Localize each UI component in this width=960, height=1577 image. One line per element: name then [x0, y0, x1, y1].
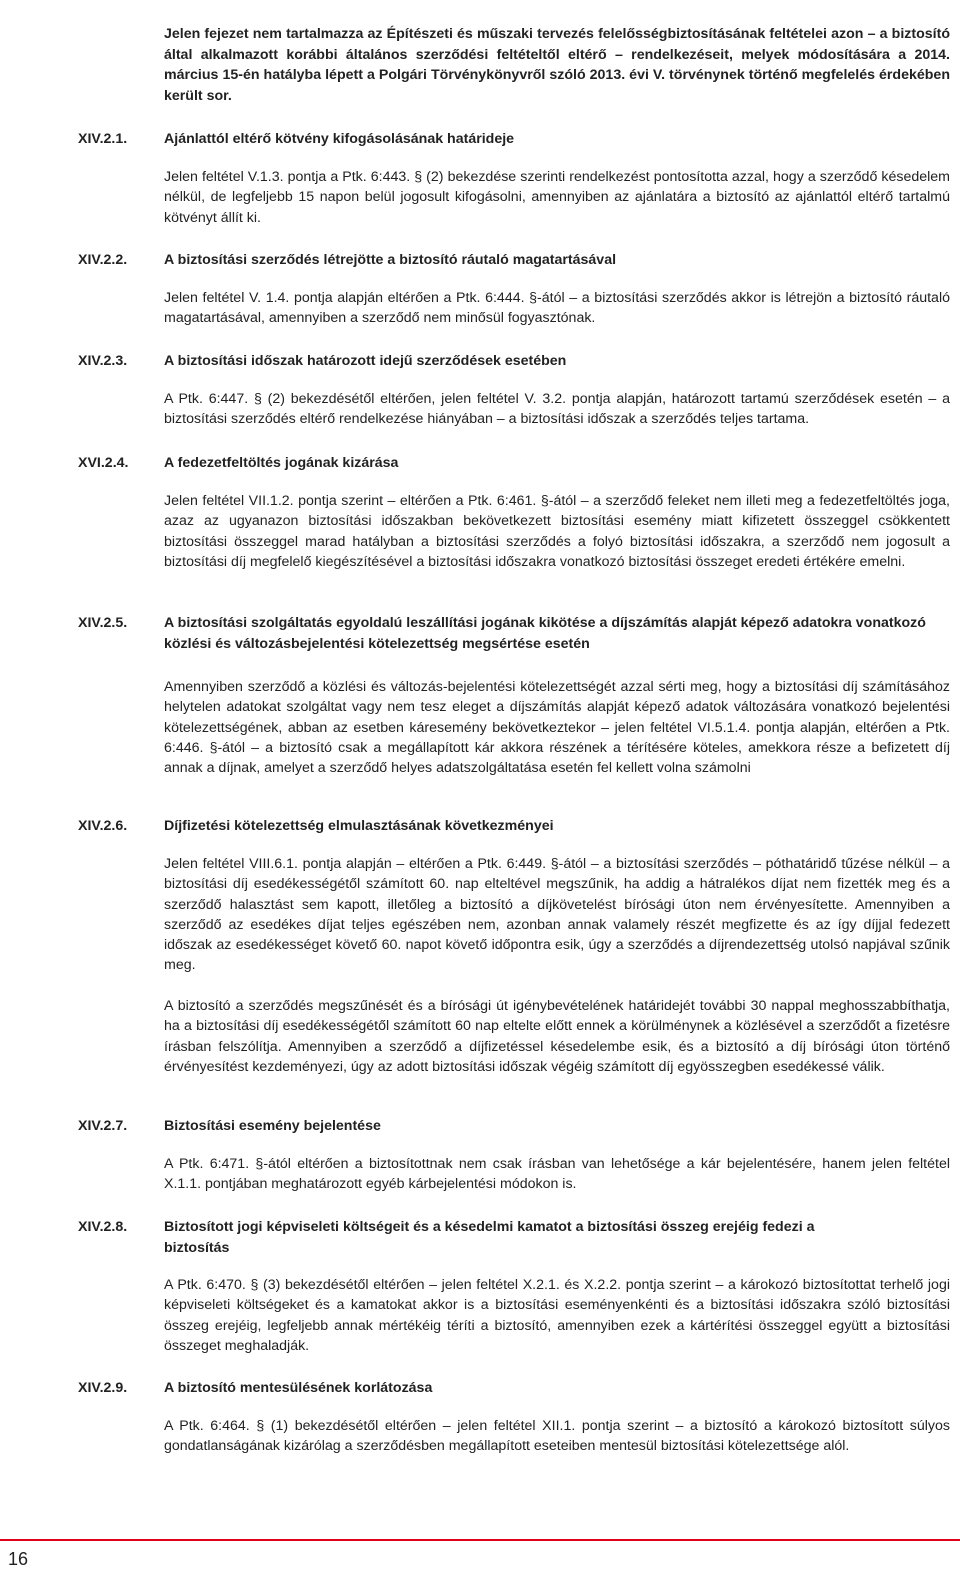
section-paragraph: A Ptk. 6:471. §-ától eltérően a biztosítottnak nem csak írásban van lehetősége a kár bejelentésére, hanem jelen feltétel X.1.1. pontjában meghatározott egyéb kárbejelentési módokon is. — [164, 1156, 950, 1193]
section-title: Díjfizetési kötelezettség elmulasztásának következményei — [164, 818, 554, 834]
section-title: A fedezetfeltöltés jogának kizárása — [164, 455, 399, 471]
section-number: XIV.2.3. — [78, 353, 128, 369]
section-number: XIV.2.8. — [78, 1219, 128, 1235]
section-number: XIV.2.9. — [78, 1380, 128, 1396]
section-number: XIV.2.7. — [78, 1118, 128, 1134]
section-paragraph: Jelen feltétel VII.1.2. pontja szerint – eltérően a Ptk. 6:461. §-ától – a szerződő feleket nem illeti meg a fedezetfeltöltés joga, azaz az ugyanazon biztosítási időszakban bekövetkezett biztosítási esemény miatt kifizetett összeggel csökkentett biztosítási összeggel marad hatályban a biztosítási szerződés a folyó biztosítási időszakra, a szerződő nem jogosult a biztosítási díj megfelelő kiegészítésével a biztosítási időszakra vonatkozó biztosítási összeget eredeti értékére emelni. — [164, 493, 950, 570]
section-number: XVI.2.4. — [78, 455, 129, 471]
page-number: 16 — [8, 1549, 29, 1569]
section-title: Biztosítási esemény bejelentése — [164, 1118, 381, 1134]
section-paragraph: Amennyiben szerződő a közlési és változás-bejelentési kötelezettségét azzal sérti meg, hogy a biztosítási díj számításához helytelen adatokat szolgáltat vagy nem tesz eleget a díjszámítás alapját képező adatok változására vonatkozó bejelentési kötelezettségének, abban az esetben káresemény bekövetkeztekor – jelen feltétel VI.5.1.4. pontja alapján, eltérően a Ptk. 6:446. §-ától – a biztosító csak a megállapított kár akkora részének a térítésére köteles, amekkora része a befizetett díj annak a díjnak, amelyet a szerződő helyes adatszolgáltatása esetén fel kellett volna számolni — [164, 679, 950, 777]
section-paragraph: A Ptk. 6:470. § (3) bekezdésétől eltérően – jelen feltétel X.2.1. és X.2.2. pontja szerint – a károkozó biztosítottat terhelő jogi képviseleti költségeket és a kamatokat akkor is a biztosítási eseményenkénti és a biztosítási időszakra szóló biztosítási összeg erejéig, legfeljebb annak mértékéig téríti a biztosító, amennyiben ezek a kártérítési összeggel együtt a biztosítási összeget meghaladják. — [164, 1277, 950, 1354]
section-title: Biztosított jogi képviseleti költségeit és a késedelmi kamatot a biztosítási összeg erejéig fedezi a biztosítás — [164, 1219, 815, 1256]
section-paragraph: A Ptk. 6:464. § (1) bekezdésétől eltérően – jelen feltétel XII.1. pontja szerint – a biztosító a károkozó biztosított súlyos gondatlanságának kizárólag a szerződésben megállapított eseteiben mentesül biztosítási kötelezettsége alól. — [164, 1418, 950, 1455]
section-title: Ajánlattól eltérő kötvény kifogásolásának határideje — [164, 131, 515, 147]
section-number: XIV.2.6. — [78, 818, 128, 834]
section-paragraph: Jelen feltétel V. 1.4. pontja alapján eltérően a Ptk. 6:444. §-ától – a biztosítási szerződés akkor is létrejön a biztosító ráutaló magatartásával, amennyiben a szerződő nem minősül fogyasztónak. — [164, 290, 950, 327]
section-paragraph: A Ptk. 6:447. § (2) bekezdésétől eltérően, jelen feltétel V. 3.2. pontja alapján, határozott tartamú szerződések esetén – a biztosítási szerződés eltérő rendelkezése hiányában – a biztosítási időszak a szerződés teljes tartama. — [164, 391, 950, 428]
section-number: XIV.2.1. — [78, 131, 128, 147]
intro-paragraph: Jelen fejezet nem tartalmazza az Építészeti és műszaki tervezés felelősségbiztosításának feltételei azon – a biztosító által alkalmazott korábbi általános szerződési feltételtől eltérő – rendelkezéseit, melyek módosítására a 2014. március 15-én hatályba lépett a Polgári Törvénykönyvről szóló 2013. évi V. törvénynek történő megfelelés érdekében került sor. — [164, 26, 950, 104]
section-paragraph: Jelen feltétel V.1.3. pontja a Ptk. 6:443. § (2) bekezdése szerinti rendelkezést pontosította azzal, hogy a szerződő késedelem nélkül, de legfeljebb 15 napon belül jogosult kifogásolni, amennyiben az ajánlatára a biztosító az ajánlattól eltérő tartalmú kötvényt állít ki. — [164, 169, 950, 226]
section-title: A biztosítási időszak határozott idejű szerződések esetében — [164, 353, 567, 369]
section-number: XIV.2.2. — [78, 252, 128, 268]
section-title: A biztosítási szolgáltatás egyoldalú leszállítási jogának kikötése a díjszámítás alapját képező adatokra vonatkozó közlési és változásbejelentési kötelezettség megsértése esetén — [164, 615, 926, 652]
section-paragraph: Jelen feltétel VIII.6.1. pontja alapján – eltérően a Ptk. 6:449. §-ától – a biztosítási szerződés – póthatáridő tűzése nélkül – a biztosítási díj esedékességétől számított 60. nap elteltével megszűnik, ha addig a hátralékos díjat nem fizették meg és a szerződő halasztást sem kapott, illetőleg a biztosító a díjkövetelést bírósági úton nem érvényesítette. Amennyiben a szerződő az esedékes díjat teljes egészében nem, azonban annak valamely részét megfizette és az így díjjal fedezett időszak az esedékességet követő 60. napot követő időpontra esik, úgy a szerződés a díjrendezettség utolsó napjával szűnik meg. — [164, 856, 950, 974]
section-paragraph: A biztosító a szerződés megszűnését és a bírósági út igénybevételének határidejét további 30 nappal meghosszabbíthatja, ha a biztosítási díj esedékességétől számított 60 nap eltelte előtt ennek a körülménynek a közlésével a szerződőt a fizetésre írásban felszólítja. Amennyiben a szerződő a díjfizetéssel késedelembe esik, és a biztosító a díj bírósági úton történő érvényesítést kezdeményezi, úgy az adott biztosítási időszak végéig számított díj egyösszegben esedékessé válik. — [164, 998, 950, 1075]
footer-divider — [0, 1539, 960, 1541]
section-number: XIV.2.5. — [78, 615, 128, 631]
section-title: A biztosító mentesülésének korlátozása — [164, 1380, 433, 1396]
section-title: A biztosítási szerződés létrejötte a biztosító ráutaló magatartásával — [164, 252, 617, 268]
